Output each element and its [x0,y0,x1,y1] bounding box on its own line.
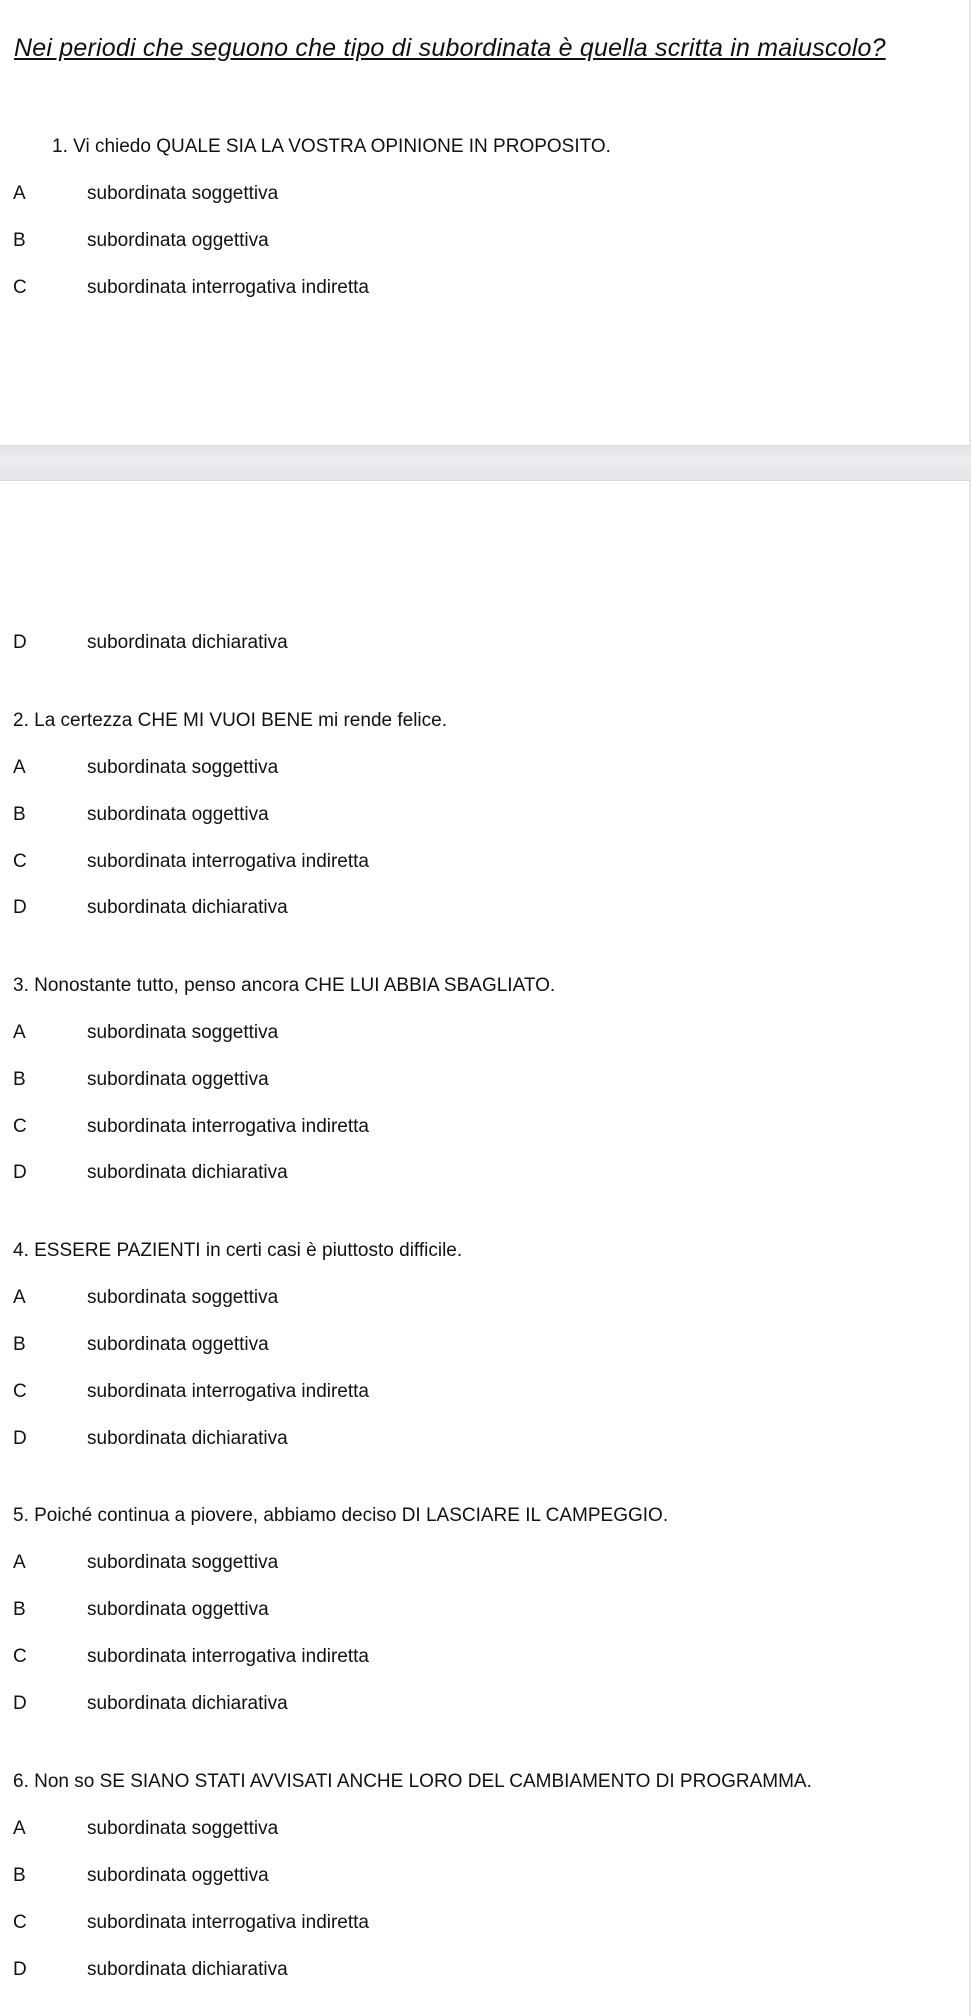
option-letter: D [13,632,27,653]
option-letter: A [13,1287,26,1308]
option-letter: D [13,1959,27,1980]
option-text: subordinata interrogativa indiretta [87,277,370,298]
option-letter: B [13,804,26,825]
option-text: subordinata dichiarativa [87,1428,288,1449]
option-letter: C [13,1912,27,1933]
option-text: subordinata dichiarativa [87,632,288,653]
option-text: subordinata interrogativa indiretta [87,1912,370,1933]
option-text: subordinata interrogativa indiretta [87,851,370,872]
option-letter: B [13,1865,26,1886]
option-letter: C [13,1381,27,1402]
option-text: subordinata dichiarativa [87,1959,288,1980]
option-letter: C [13,851,27,872]
option-text: subordinata interrogativa indiretta [87,1646,370,1667]
option-letter: C [13,1646,27,1667]
option-letter: B [13,1599,26,1620]
option-text: subordinata oggettiva [87,1865,269,1886]
option-letter: D [13,1162,27,1183]
question-1-text: 1. Vi chiedo QUALE SIA LA VOSTRA OPINIONE IN PROPOSITO. [52,136,611,157]
page-heading: Nei periodi che seguono che tipo di subordinata è quella scritta in maiuscolo? [14,34,886,62]
option-text: subordinata dichiarativa [87,897,288,918]
option-text: subordinata interrogativa indiretta [87,1116,370,1137]
option-letter: D [13,897,27,918]
option-text: subordinata soggettiva [87,1552,279,1573]
option-text: subordinata soggettiva [87,1287,279,1308]
option-letter: B [13,1334,26,1355]
option-text: subordinata oggettiva [87,1334,269,1355]
option-text: subordinata dichiarativa [87,1693,288,1714]
option-letter: C [13,1116,27,1137]
question-4-text: 4. ESSERE PAZIENTI in certi casi è piuttosto difficile. [13,1240,463,1261]
option-text: subordinata oggettiva [87,804,269,825]
option-text: subordinata dichiarativa [87,1162,288,1183]
option-letter: D [13,1428,27,1449]
question-3-text: 3. Nonostante tutto, penso ancora CHE LUI ABBIA SBAGLIATO. [13,975,556,996]
option-letter: A [13,1022,26,1043]
option-text: subordinata interrogativa indiretta [87,1381,370,1402]
option-letter: A [13,1552,26,1573]
question-5-text: 5. Poiché continua a piovere, abbiamo deciso DI LASCIARE IL CAMPEGGIO. [13,1505,669,1526]
option-text: subordinata soggettiva [87,183,279,204]
option-text: subordinata soggettiva [87,1818,279,1839]
option-text: subordinata soggettiva [87,757,279,778]
page-top [0,0,971,445]
option-text: subordinata oggettiva [87,1599,269,1620]
question-6-text: 6. Non so SE SIANO STATI AVVISATI ANCHE LORO DEL CAMBIAMENTO DI PROGRAMMA. [13,1771,812,1792]
option-letter: A [13,183,26,204]
option-letter: C [13,277,27,298]
option-letter: B [13,1069,26,1090]
option-letter: A [13,757,26,778]
option-letter: B [13,230,26,251]
page-gap [0,445,971,481]
question-2-text: 2. La certezza CHE MI VUOI BENE mi rende felice. [13,710,447,731]
option-text: subordinata soggettiva [87,1022,279,1043]
option-letter: A [13,1818,26,1839]
option-text: subordinata oggettiva [87,230,269,251]
option-letter: D [13,1693,27,1714]
option-text: subordinata oggettiva [87,1069,269,1090]
